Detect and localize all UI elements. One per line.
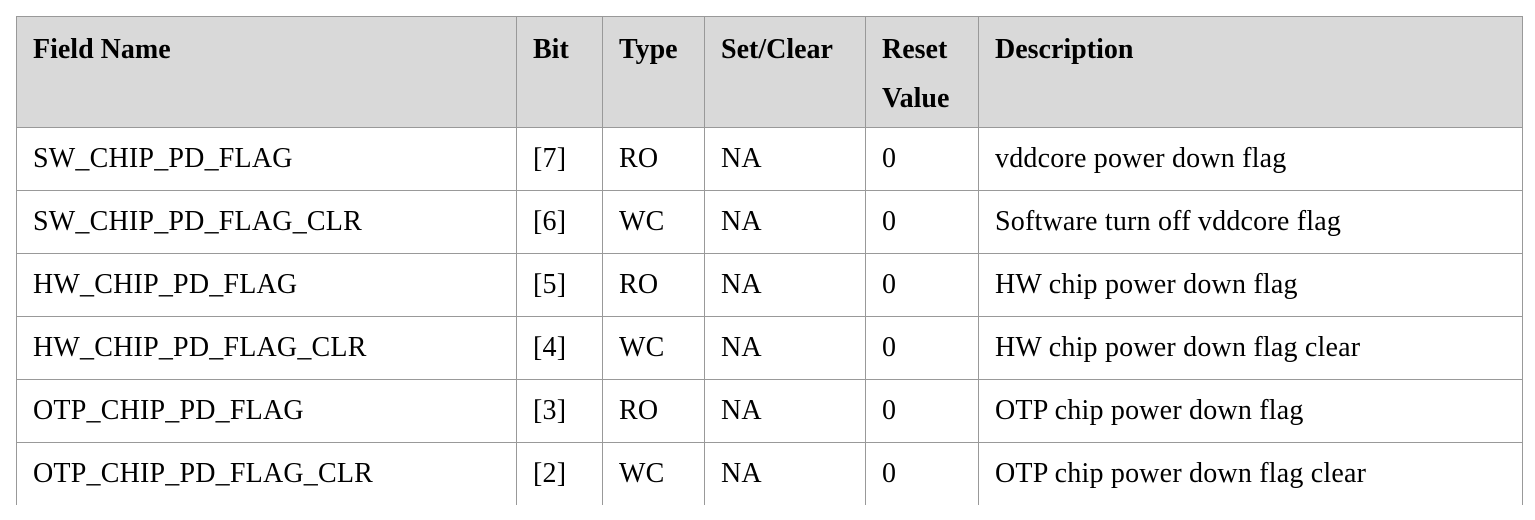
cell-field-name: OTP_CHIP_PD_FLAG_CLR [17, 443, 517, 505]
table-row [17, 317, 1523, 380]
cell-field-name: OTP_CHIP_PD_FLAG [17, 380, 517, 443]
cell-description: HW chip power down flag [979, 254, 1523, 317]
cell-type: RO [603, 380, 705, 443]
table-row [17, 443, 1523, 505]
cell-set-clear: NA [705, 443, 866, 505]
cell-type: RO [603, 128, 705, 191]
header-reset-value-line1: Reset [882, 34, 948, 65]
cell-set-clear: NA [705, 380, 866, 443]
table-header [17, 17, 1523, 128]
cell-bit: [2] [517, 443, 603, 505]
cell-field-name: SW_CHIP_PD_FLAG [17, 128, 517, 191]
table-body [17, 128, 1523, 505]
cell-description: OTP chip power down flag [979, 380, 1523, 443]
cell-bit: [7] [517, 128, 603, 191]
cell-reset-value: 0 [866, 128, 979, 191]
cell-field-name: HW_CHIP_PD_FLAG_CLR [17, 317, 517, 380]
header-reset-value [866, 17, 979, 128]
table-row [17, 380, 1523, 443]
cell-type: WC [603, 443, 705, 505]
cell-type: WC [603, 191, 705, 254]
cell-reset-value: 0 [866, 317, 979, 380]
cell-set-clear: NA [705, 128, 866, 191]
header-type: Type [603, 17, 705, 128]
cell-description: HW chip power down flag clear [979, 317, 1523, 380]
cell-reset-value: 0 [866, 380, 979, 443]
header-row [17, 17, 1523, 128]
header-bit: Bit [517, 17, 603, 128]
register-field-table [16, 16, 1523, 505]
cell-type: RO [603, 254, 705, 317]
cell-bit: [5] [517, 254, 603, 317]
cell-reset-value: 0 [866, 254, 979, 317]
cell-bit: [3] [517, 380, 603, 443]
cell-bit: [6] [517, 191, 603, 254]
cell-set-clear: NA [705, 254, 866, 317]
cell-set-clear: NA [705, 317, 866, 380]
header-set-clear: Set/Clear [705, 17, 866, 128]
cell-description: Software turn off vddcore flag [979, 191, 1523, 254]
cell-reset-value: 0 [866, 443, 979, 505]
header-reset-value-line2: Value [882, 83, 950, 114]
cell-description: vddcore power down flag [979, 128, 1523, 191]
header-description: Description [979, 17, 1523, 128]
header-field-name: Field Name [17, 17, 517, 128]
cell-type: WC [603, 317, 705, 380]
cell-set-clear: NA [705, 191, 866, 254]
cell-bit: [4] [517, 317, 603, 380]
table-row [17, 191, 1523, 254]
table-row [17, 254, 1523, 317]
cell-field-name: SW_CHIP_PD_FLAG_CLR [17, 191, 517, 254]
cell-reset-value: 0 [866, 191, 979, 254]
cell-field-name: HW_CHIP_PD_FLAG [17, 254, 517, 317]
cell-description: OTP chip power down flag clear [979, 443, 1523, 505]
table-row [17, 128, 1523, 191]
